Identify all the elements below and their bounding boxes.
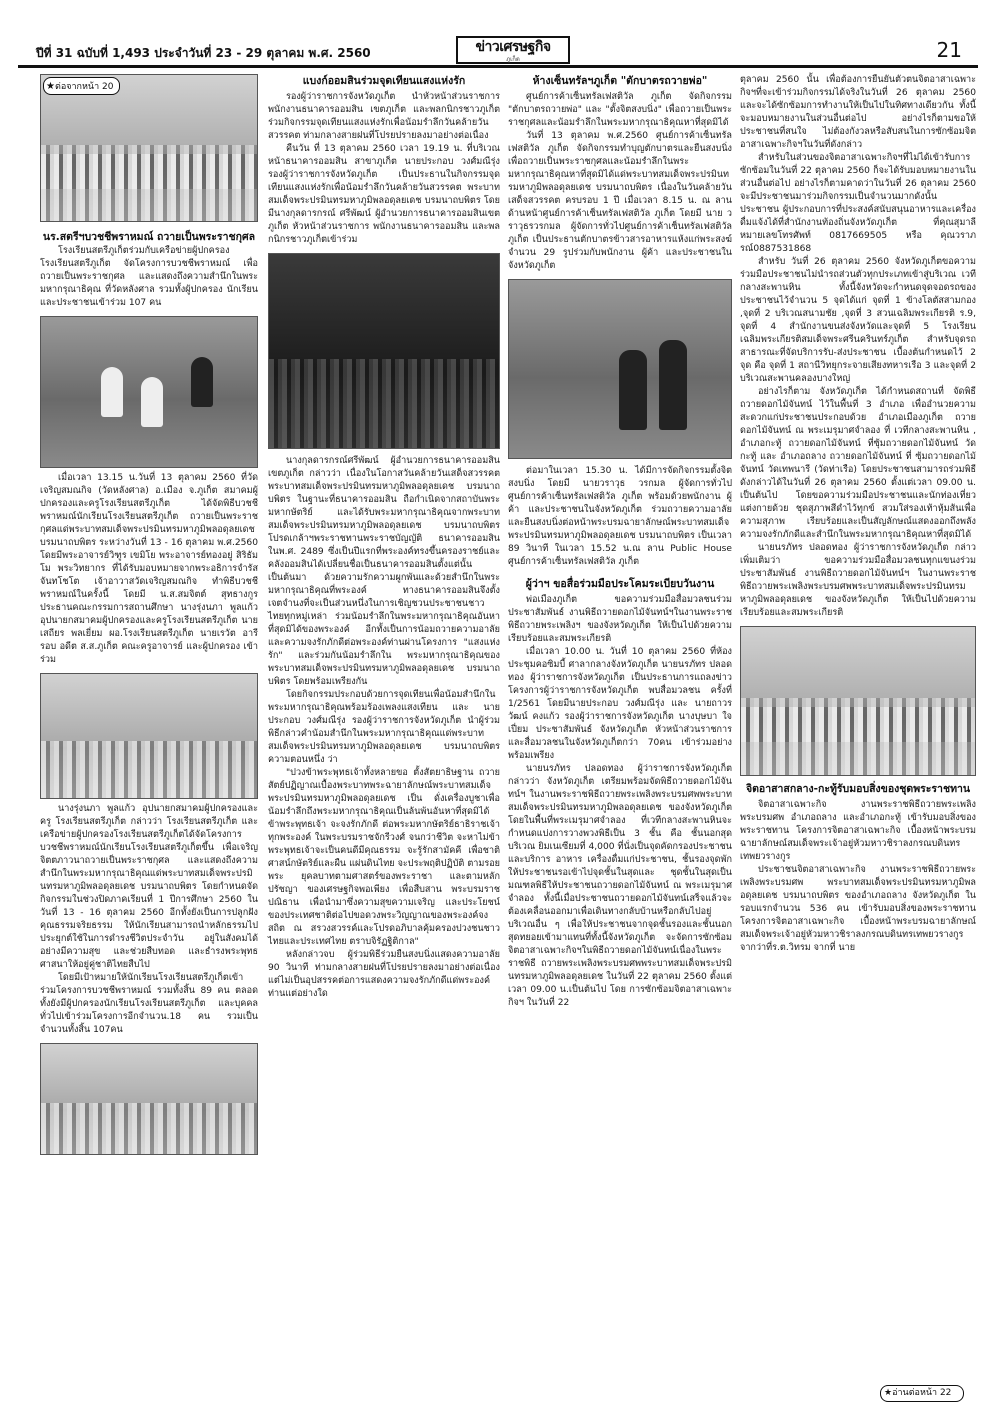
article-text: โรงเรียนสตรีภูเก็ตร่วมกับเครือข่ายผู้ปกครองโรงเรียนสตรีภูเก็ต จัดโครงการบวชชีพราหมณ์ เพื่อถวายเป็นพระราชกุศล และแสดงถึงความสำนึกในพระมหากรุณาธิคุณ ที่วัดหลังศาล รวมทั้งผู้ปกครอง นักเรียน และประชาชนเข้าร่วม 107 คน — [40, 246, 258, 308]
article-text: รองผู้ว่าราชการจังหวัดภูเก็ต นำหัวหน้าส่วนราชการ พนักงานธนาคารออมสิน เขตภูเก็ต และพลกนิกรชาวภูเก็ตร่วมกิจกรรมจุดเทียนแสงแห่งรักเพื่อน้อมรำลึกวันคล้ายวันสวรรคต ท่ามกลางสายฝนที่โปรยปรายลงมาอย่างต่อเนื่อง — [268, 92, 500, 141]
article-text: นางรุ่งนภา พูลแก้ว อุปนายกสมาคมผู้ปกครองและครู โรงเรียนสตรีภูเก็ต กล่าวว่า โรงเรียนสตรีภูเก็ต และเครือข่ายผู้ปกครองโรงเรียนสตรีภูเก็ตได้จัดโครงการบวชชีพราหมณ์นักเรียนโรงเรียนสตรีภูเก็ตขึ้น เพื่อเจริญจิตตภาวนาถวายเป็นพระราชกุศล และแสดงถึงความสำนึกในพระมหากรุณาธิคุณแด่พระบาทสมเด็จพระปรมินทรมหาภูมิพลอดุลยเดช บรมนาถบพิตร โดยกำหนดจัดกิจกรรมในช่วงปิดภาคเรียนที่ 1 ปีการศึกษา 2560 ในวันที่ 13 - 16 ตุลาคม 2560 อีกทั้งยังเป็นการปลูกฝังคุณธรรมจริยธรรม ให้นักเรียนสามารถนำหลักธรรมไปประยุกต์ใช้ในการดำรงชีวิตประจำวัน อยู่ในสังคมได้อย่างมีความสุข และช่วยสืบทอด และธำรงพระพุทธศาสนาให้อยู่คู่ชาติไทยสืบไป — [40, 804, 258, 970]
article-text: นายนรภัทร ปลอดทอง ผู้ว่าราชการจังหวัดภูเก็ต กล่าวว่า จังหวัดภูเก็ต เตรียมพร้อมจัดพิธีถวายดอกไม้จันทน์ฯ ในงานพระราชพิธีถวายพระเพลิงพระบรมศพพระบาทสมเด็จพระปรมินทรมหาภูมิพลอดุลยเดช ของจังหวัดภูเก็ต โดยในพื้นที่พระเมรุมาศจำลอง ที่เวทีกลางสะพานหินจะกำหนดแบ่งการวางพวงพิธีเป็น 3 ชั้น คือ ชั้นนอกสุดบริเวณ ยิมเนเซียมที่ 4,000 ที่นั่งเป็นจุดคัดกรองประชาชนและบริการ อาหาร เครื่องดื่มแก่ประชาชน, ชั้นรองจุดพักให้ประชาชนรอเข้าไปจุดชั้นในสุดและ ชุดชั้นในสุดเป็นมณฑลพิธีให้ประชาชนถวายดอกไม้จันทน์ ณ พระเมรุมาศจำลอง ทั้งนี้เมื่อประชาชนถวายดอกไม้จันทน์เสร็จแล้วจะต้องเคลื่อนออกมาเพื่อเดินทางกลับบ้านหรือกลับไปอยู่บริเวณอื่น ๆ เพื่อให้ประชาชนจากจุดชั้นรองและชั้นนอกสุดทยอยเข้ามาแทนที่ทั้งนี้จังหวัดภูเก็ต จะจัดการซักซ้อมจิตอาสาเฉพาะกิจฯในพิธีถวายดอกไม้จันทน์เนื่องในพระราชพิธี ถวายพระเพลิงพระบรมศพพระบาทสมเด็จพระปรมินทรมหาภูมิพลอดุลยเดช ในวันที่ 22 ตุลาคม 2560 ตั้งแต่เวลา 09.00 น.เป็นต้นไป โดย การซักซ้อมจิตอาสาเฉพาะกิจฯ ในวันที่ 22 — [508, 764, 732, 1008]
column-3 — [508, 74, 732, 1010]
article-text: โดยกิจกรรมประกอบด้วยการจุดเทียนเพื่อน้อมสำนึกในพระมหากรุณาธิคุณพร้อมร้องเพลงแสงเทียน และ นายประกอบ วงศ์มณีรุ่ง รองผู้ว่าราชการจังหวัดภูเก็ต นำผู้ร่วมพิธีกล่าวคำน้อมสำนึกในพระมหากรุณาธิคุณแด่พระบาทสมเด็จพระปรมินทรมหาภูมิพลอดุลยเดช บรมนาถบพิตร ความตอนหนึ่ง ว่า — [268, 690, 500, 765]
page-header — [18, 36, 978, 68]
photo-detail — [41, 145, 257, 189]
article-text: ตุลาคม 2560 นั้น เพื่อต้องการยืนยันตัวตนจิตอาสาเฉพาะกิจฯที่จะเข้าร่วมกิจกรรมได้จริงในวันที่ 26 ตุลาคม 2560 และจะได้ซักซ้อมการทำงานให้เป็นไปในทิศทางเดียวกัน ทั้งนี้จะมอบหมายงานในส่วนอื่นต่อไป อย่างไรก็ตามขอให้ประชาชนที่สนใจ ไม่ต้องกังวลหรือสับสนในการซักซ้อมจิตอาสาเฉพาะกิจฯในวันที่ดังกล่าว — [740, 75, 976, 150]
article-text: สำหรับในส่วนของจิตอาสาเฉพาะกิจฯที่ไม่ได้เข้ารับการซักซ้อมในวันที่ 22 ตุลาคม 2560 ก็จะได้รับมอบหมายงานในส่วนอื่นต่อไป อย่างไรก็ตามคาดว่าในวันที่ 26 ตุลาคม 2560 จะมีประชาชนมาร่วมกิจกรรมเป็นจำนวนมากดังนั้นประชาชน ผู้ประกอบการที่ประสงค์สนับสนุนอาหารและเครื่องดื่มแจ้งได้ที่สำนักงานท้องถิ่นจังหวัดภูเก็ต ที่คุณสุมาลี หมายเลขโทรศัพท์ 0817669505 หรือ คุณวราภรณ์0887531868 — [740, 153, 976, 254]
column-4 — [740, 74, 976, 955]
column-2 — [268, 74, 500, 1001]
photo-detail — [141, 377, 163, 427]
photo-detail — [41, 1103, 257, 1154]
photo-alms-giving — [508, 279, 732, 459]
article-text: ศูนย์การค้าเซ็นทรัลเฟสติวัล ภูเก็ต จัดกิจกรรม "ตักบาตรถวายพ่อ" และ "ตั้งจิตสงบนิ่ง" เพื่อถวายเป็นพระราชกุศลและน้อมรำลึกในพระมหากรุณาธิคุณหาที่สุดมิได้ — [508, 92, 732, 128]
photo-detail — [191, 357, 213, 407]
article-text: เมื่อเวลา 10.00 น. วันที่ 10 ตุลาคม 2560 ที่ห้องประชุมคอซิมบี้ ศาลากลางจังหวัดภูเก็ต นายนรภัทร ปลอดทอง ผู้ว่าราชการจังหวัดภูเก็ต เป็นประธานการแถลงข่าวโครงการผู้ว่าราชการจังหวัดภูเก็ต พบสื่อมวลชน ครั้งที่ 1/2561 โดยมีนายประกอบ วงศ์มณีรุ่ง และ นายถาวรวัฒน์ คงแก้ว รองผู้ว่าราชการจังหวัดภูเก็ต นางบุษบา ใจเปี่ยม ประชาสัมพันธ์ จังหวัดภูเก็ต หัวหน้าส่วนราชการและสื่อมวลชนในจังหวัดภูเก็ตกว่า 70คน เข้าร่วมอย่างพร้อมเพรียง — [508, 647, 732, 761]
article-text: ประชาชนจิตอาสาเฉพาะกิจ งานพระราชพิธีถวายพระเพลิงพระบรมศพ พระบาทสมเด็จพระปรมินทรมหาภูมิพลอดุลยเดช บรมนาถบพิตร ของอำเภอถลาง จังหวัดภูเก็ต ในรอบแรกจำนวน 536 คน เข้ารับมอบสิ่งของพระราชทาน โครงการจิตอาสาเฉพาะกิจ เบื้องหน้าพระบรมฉายาลักษณ์สมเด็จพระเจ้าอยู่หัวมหาวชิราลงกรณบดินทรเทพยวรางกูร จากว่าที่ร.ต.วิทรม จากที่ นาย — [740, 865, 976, 953]
headline-nuns: นร.สตรีฯบวชชีพราหมณ์ ถวายเป็นพระราชกุศล — [42, 231, 256, 243]
photo-detail — [659, 340, 687, 430]
article-text: โดยมีเป้าหมายให้นักเรียนโรงเรียนสตรีภูเก็ตเข้าร่วมโครงการบวชชีพราหมณ์ รวมทั้งสิ้น 89 คน ตลอดทั้งยังมีผู้ปกครองนักเรียนโรงเรียนสตรีภูเก็ต และบุคคลทั่วไปเข้าร่วมโครงการอีกจำนวน.18 คน รวมเป็นจำนวนทั้งสิ้น 107คน — [40, 973, 258, 1035]
article-text: พ่อเมืองภูเก็ต ขอความร่วมมือสื่อมวลชนร่วมประชาสัมพันธ์ งานพิธีถวายดอกไม้จันทน์ฯในงานพระราชพิธีถวายพระเพลิงฯ ของจังหวัดภูเก็ต ให้เป็นไปด้วยความเรียบร้อยและสมพระเกียรติ — [508, 595, 732, 644]
headline-volunteers: จิตอาสาสกลาง-กะทู้รับมอบสิ่งของชุดพระราชทาน — [745, 783, 971, 795]
article-text: จิตอาสาเฉพาะกิจ งานพระราชพิธีถวายพระเพลิงพระบรมศพ อำเภอถลาง และอำเภอกะทู้ เข้ารับมอบสิ่งของพระราชทาน โครงการจิตอาสาเฉพาะกิจ เบื้องหน้าพระบรมฉายาลักษณ์สมเด็จพระเจ้าอยู่หัวมหาวชิราลงกรณบดินทรเทพยวรางกูร — [740, 800, 976, 862]
photo-group-seated — [40, 673, 258, 799]
photo-detail — [101, 367, 123, 417]
headline-governor: ผู้ว่าฯ ขอสื่อร่วมมือประโคมระเบียบวันงาน — [525, 578, 715, 590]
article-text: วันที่ 13 ตุลาคม พ.ศ.2560 ศูนย์การค้าเซ็นทรัลเฟสติวัล ภูเก็ต จัดกิจกรรมทำบุญตักบาตรและยืนสงบนิ่งเพื่อถวายเป็นพระราชกุศลและน้อมรำลึกในพระมหากรุณาธิคุณหาที่สุดมิได้แด่พระบาทสมเด็จพระปรมินทรมหาภูมิพลอดุลยเดช บรมนาถบพิตร เนื่องในวันคล้ายวันเสด็จสวรรคต ครบรอบ 1 ปี เมื่อเวลา 8.15 น. ณ ลานด้านหน้าศูนย์การค้าเซ็นทรัลเฟสติวัล ภูเก็ต โดยมี นาย วราวุธรวรกมล ผู้จัดการทั่วไปศูนย์การค้าเซ็นทรัลเฟสติวัล ภูเก็ต เป็นประธานตักบาตรข้าวสารอาหารแห้งแก่พระสงฆ์จำนวน 29 รูปร่วมกับพนักงาน ผู้ค้า และประชาชนในจังหวัดภูเก็ต — [508, 131, 732, 271]
photo-nuns-temple — [40, 74, 258, 222]
issue-line: ปีที่ 31 ฉบับที่ 1,493 ประจำวันที่ 23 - 29 ตุลาคม พ.ศ. 2560 — [36, 46, 371, 60]
article-text: คืนวัน ที่ 13 ตุลาคม 2560 เวลา 19.19 น. ที่บริเวณหน้าธนาคารออมสิน สาขาภูเก็ต นายประกอบ วงศ์มณีรุ่ง รองผู้ว่าราชการจังหวัดภูเก็ต เป็นประธานในกิจกรรมจุดเทียนแสงแห่งรักเพื่อน้อมรำลึกวันคล้ายวันสวรรคต พระบาทสมเด็จพระปรมินทรมหาภูมิพลอดุลยเดช บรมนาถบพิตร โดยมีนางกุลดารกรณ์ ศรีพัฒน์ ผู้อำนวยการธนาคารออมสินเขตภูเก็ต หัวหน้าส่วนราชการ พนักงานธนาคารออมสิน และพลกนิกรชาวภูเก็ตเข้าร่วม — [268, 144, 500, 245]
column-1 — [40, 74, 258, 1155]
article-text: อย่างไรก็ตาม จังหวัดภูเก็ต ได้กำหนดสถานที่ จัดพิธีถวายดอกไม้จันทน์ ไว้ในพื้นที่ 3 อำเภอ เพื่ออำนวยความสะดวกแก่ประชาชนประกอบด้วย อำเภอเมืองภูเก็ต ถวายดอกไม้จันทน์ ณ พระเมรุมาศจำลอง ที่ เวทีกลางสะพานหิน , อำเภอกะทู้ ถวายดอกไม้จันทน์ ที่ซุ้มถวายดอกไม้จันทน์ วัดกะทู้ และ อำเภอถลาง ถวายดอกไม้จันทน์ ที่ ซุ้มถวายดอกไม้จันทน์ วัดเทพนารี (วัดท่าเรือ) โดยประชาชนสามารถร่วมพิธีดังกล่าวได้ในวันที่ 26 ตุลาคม 2560 ตั้งแต่เวลา 09.00 น. เป็นต้นไป โดยขอความร่วมมือประชาชนและนักท่องเที่ยวแต่งกายด้วย ชุดสุภาพสีดำไว้ทุกข์ สวมใส่รองเท้าหุ้มส้นเพื่อความสุภาพ เรียบร้อยและเป็นสัญลักษณ์แสดงออกถึงพลังความจงรักภักดีและสำนึกในพระมหากรุณาธิคุณหาที่สุดมิได้ — [740, 387, 976, 540]
photo-detail — [41, 741, 257, 798]
article-text: ต่อมาในเวลา 15.30 น. ได้มีการจัดกิจกรรมตั้งจิตสงบนิ่ง โดยมี นายวราวุธ วรกมล ผู้จัดการทั่วไป ศูนย์การค้าเซ็นทรัลเฟสติวัล ภูเก็ต พร้อมด้วยพนักงาน ผู้ค้า และประชาชนในจังหวัดภูเก็ต ร่วมถวายความอาลัย และยืนสงบนิ่งต่อหน้าพระบรมฉายาลักษณ์พระบาทสมเด็จพระปรมินทรมหาภูมิพลอดุลยเดช บรมนาถบพิตร เป็นเวลา 89 วินาที ในเวลา 15.52 น.ณ ลาน Public House ศูนย์การค้าเซ็นทรัลเฟสติวัล ภูเก็ต — [508, 466, 732, 567]
photo-detail — [269, 359, 499, 448]
photo-volunteers — [740, 626, 976, 776]
article-text: เมื่อเวลา 13.15 น.วันที่ 13 ตุลาคม 2560 ที่วัดเจริญสมณกิจ (วัดหลังศาล) อ.เมือง จ.ภูเก็ต สมาคมผู้ปกครองและครูโรงเรียนสตรีภูเก็ต ได้จัดพิธีบวชชีพราหมณ์นักเรียนโรงเรียนสตรีภูเก็ต ถวายเป็นพระราชกุศลแด่พระบาทสมเด็จพระปรมินทรมหาภูมิพลอดุลยเดช บรมนาถบพิตร ระหว่างวันที่ 13 - 16 ตุลาคม พ.ศ.2560 โดยมีพระอาจารย์วิฑูร เขมิโย พระอาจารย์ทองอยู่ สิริธัมโม พระวิทยากร ที่ได้รับมอบหมายจากพระอธิการจำรัส จันทโชโต เจ้าอาวาสวัดเจริญสมณกิจ ทำพิธีบวชชีพราหมณ์ในครั้งนี้ โดยมี น.ส.สมจิตต์ สุทธางกูร ประธานคณะกรรมการสถานศึกษา นางรุ่งนภา พูลแก้ว อุปนายกสมาคมผู้ปกครองและครูโรงเรียนสตรีภูเก็ต นายเสถียร พลเยี่ยม ผอ.โรงเรียนสตรีภูเก็ต นายเรวัต อารีรอบ อดีต ส.ส.ภูเก็ต คณะครูอาจารย์ และผู้ปกครอง เข้าร่วม — [40, 473, 258, 665]
continued-to-badge: ★อ่านต่อหน้า 22 — [880, 1385, 964, 1402]
page-number: 21 — [936, 38, 962, 62]
newspaper-logo — [456, 36, 570, 64]
article-text: สำหรับ วันที่ 26 ตุลาคม 2560 จังหวัดภูเก็ตขอความร่วมมือประชาชนไม่นำรถส่วนตัวทุกประเภทเข้าสู่บริเวณ เวทีกลางสะพานหิน ทั้งนี้จังหวัดจะกำหนดจุดจอดรถของประชาชนไว้จำนวน 5 จุดได้แก่ จุดที่ 1 ข้างโลตัสสามกอง ,จุดที่ 2 บริเวณสนามชัย ,จุดที่ 3 สวนเฉลิมพระเกียรติ ร.9, จุดที่ 4 สำนักงานขนส่งจังหวัดและจุดที่ 5 โรงเรียนเฉลิมพระเกียรติสมเด็จพระศรีนครินทร์ภูเก็ต สำหรับจุดรถสาธารณะที่จัดบริการรับ-ส่งประชาชน เบื้องต้นกำหนดไว้ 2 จุด คือ จุดที่ 1 สถานีวิทยุกระจายเสียงทหารเรือ 3 และจุดที่ 2 บริเวณสะพานคลองบางใหญ่ — [740, 257, 976, 384]
headline-central: ห้างเซ็นทรัลฯภูเก็ต "ตักบาตรถวายพ่อ" — [532, 75, 708, 87]
continued-from-badge: ★ต่อจากหน้า 20 — [43, 77, 120, 95]
star-icon: ★ — [46, 81, 55, 92]
photo-candlelight — [268, 253, 500, 449]
photo-detail — [619, 350, 647, 430]
headline-gsb: แบงก์ออมสินร่วมจุดเทียนแสงแห่งรัก — [302, 75, 466, 87]
photo-hall-nuns — [40, 1043, 258, 1155]
article-text: นายนรภัทร ปลอดทอง ผู้ว่าราชการจังหวัดภูเก็ต กล่าวเพิ่มเติมว่า ขอความร่วมมือสื่อมวลชนทุกแขนงร่วมประชาสัมพันธ์ งานพิธีถวายดอกไม้จันทน์ฯ ในงานพระราชพิธีถวายพระเพลิงพระบรมศพพระบาทสมเด็จพระปรมินทรมหาภูมิพลอดุลยเดช ของจังหวัดภูเก็ต ให้เป็นไปด้วยความเรียบร้อยและสมพระเกียรติ — [740, 543, 976, 618]
photo-detail — [741, 698, 975, 742]
star-icon: ★ — [884, 1388, 893, 1398]
article-text: นางกุลดารกรณ์ศรีพัฒน์ ผู้อำนวยการธนาคารออมสินเขตภูเก็ต กล่าวว่า เนื่องในโอกาสวันคล้ายวันเสด็จสวรรคตพระบาทสมเด็จพระปรมินทรมหาภูมิพลอดุลยเดช บรมนาถบพิตร ในฐานะที่ธนาคารออมสิน ถือกำเนิดจากสถาบันพระมหากษัตริย์ และได้รับพระมหากรุณาธิคุณจากพระบาทสมเด็จพระปรมินทรมหาภูมิพลอดุลยเดช บรมนาถบพิตรโปรดเกล้าฯพระราชทานพระราชบัญญัติ ธนาคารออมสิน ในพ.ศ. 2489 ซึ่งเป็นปีแรกที่พระองค์ทรงขึ้นครองราชย์และคลังออมสินได้เปลี่ยนชื่อเป็นธนาคารออมสินตั้งแต่นั้น เป็นต้นมา ด้วยความรักความผูกพันและด้วยสำนึกในพระมหากรุณาธิคุณที่พระองค์ ทางธนาคารออมสินจึงตั้งเจตจำนงที่จะเป็นส่วนหนึ่งในการเชิญชวนประชาชนชาวไทยทุกหมู่เหล่า ร่วมน้อมรำลึกในพระมหากรุณาธิคุณอันหาที่สุดมิได้ของพระองค์ อีกทั้งเป็นการน้อมถวายความอาลัย และความจงรักภักดีต่อพระองค์ท่านผ่านโครงการ "แสงแห่งรัก" และร่วมกันน้อมรำลึกใน พระมหากรุณาธิคุณของพระบาทสมเด็จพระปรมินทรมหาภูมิพลอดุลยเดช บรมนาถบพิตร โดยพร้อมเพรียงกัน — [268, 456, 500, 687]
newspaper-subtitle: ภูเก็ต — [506, 56, 520, 63]
article-text: หลังกล่าวจบ ผู้ร่วมพิธีร่วมยืนสงบนิ่งแสดงความอาลัย 90 วินาที ท่ามกลางสายฝนที่โปรยปรายลงมาอย่างต่อเนื่องแต่ไม่เป็นอุปสรรคต่อการแสดงความจงรักภักดีแด่พระองค์ท่านแต่อย่างใด — [268, 950, 500, 999]
photo-ceremony — [40, 316, 258, 468]
newspaper-name: ข่าวเศรษฐกิจ — [475, 39, 551, 55]
article-text: "ปวงข้าพระพุทธเจ้าทั้งหลายขอ ตั้งสัตยาธิษฐาน ถวายสัตย์ปฏิญาณเบื้องพระบาทพระฉายาลักษณ์พระบาทสมเด็จ พระปรมินทรมหาภูมิพลอดุลยเดช เป็น ดั่งเครื่องบูชาเพื่อน้อมรำลึกถึงพระมหากรุณาธิคุณเป็นล้นพ้นอันหาที่สุดมิได้ ข้าพระพุทธเจ้า จะจงรักภักดี ต่อพระมหากษัตริย์ธาธิราชเจ้า ทุกพระองค์ ในพระบรมราชจักรีวงศ์ จนกว่าชีวิต จะหาไม่ข้าพระพุทธเจ้าจะเป็นคนดีมีคุณธรรม จะรู้รักสามัคคี เพื่อชาติศาสน์กษัตริย์และผืน แผ่นดินไทย จะประพฤติปฏิบัติ ตามรอยพระ ยุคลบาทตามศาสตร์ของพระราชา และตามหลัก ปรัชญา ของเศรษฐกิจพอเพียง เพื่อสืบสาน พระบรมราชปณิธาน เพื่อนำมาซึ่งความสุขความเจริญ และประโยชน์ของประเทศชาติต่อไปขอดวงพระวิญญาณของพระองค์จงสถิต ณ สรวงสวรรค์และโปรดอภิบาลคุ้มครองปวงชนชาวไทยและประเทศไทย ตราบจิรัฏฐิติกาล" — [268, 768, 500, 947]
